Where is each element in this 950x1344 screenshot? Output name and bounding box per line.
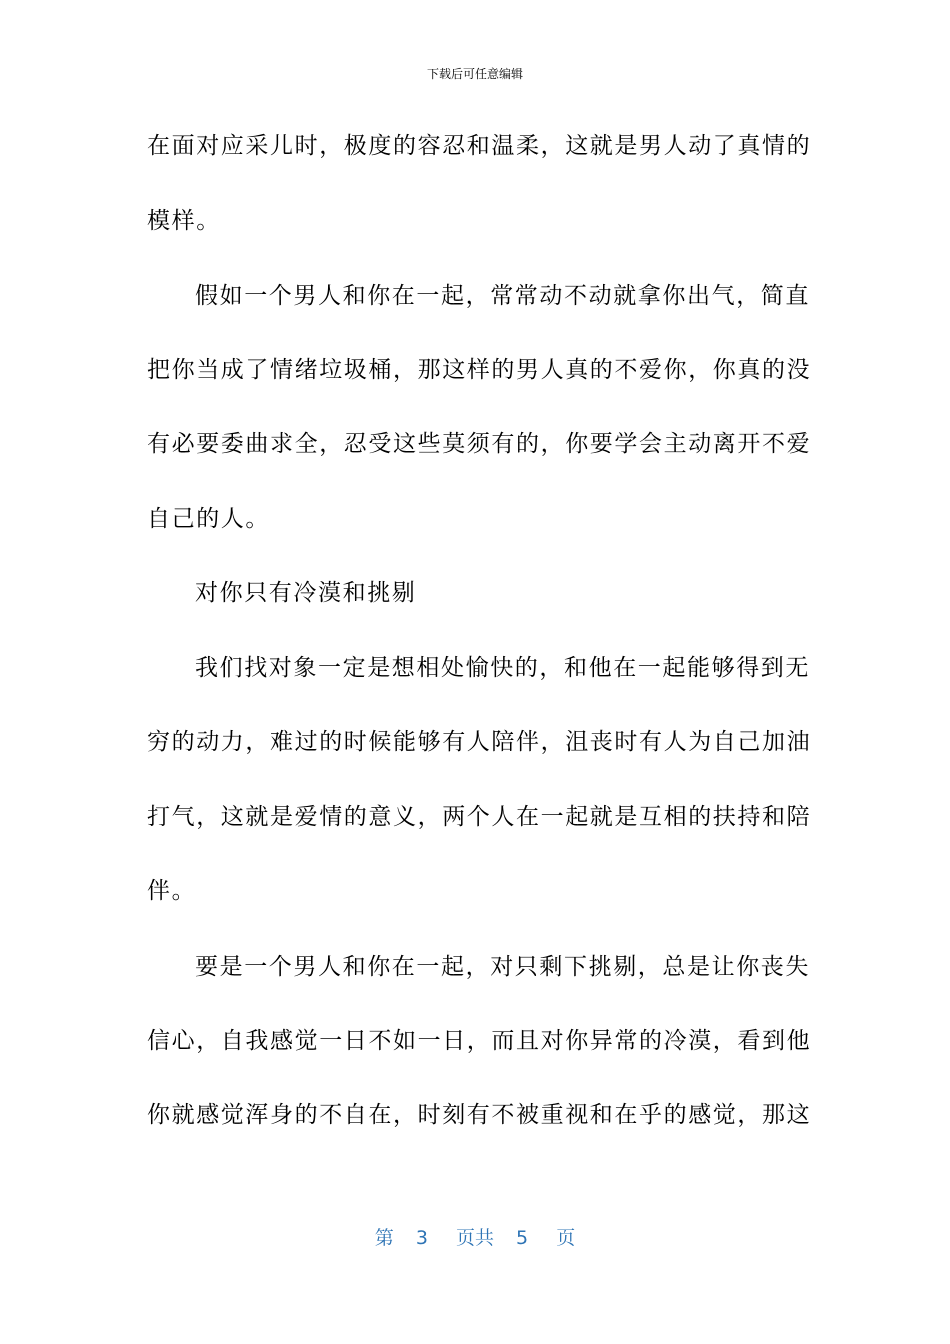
body-line: 打气，这就是爱情的意义，两个人在一起就是互相的扶持和陪 [147, 804, 812, 830]
page-header-note: 下载后可任意编辑 [426, 67, 523, 81]
section-heading: 对你只有冷漠和挑剔 [195, 580, 417, 606]
footer-suffix: 页 [556, 1227, 576, 1249]
body-line: 信心，自我感觉一日不如一日，而且对你异常的冷漠，看到他 [147, 1028, 812, 1054]
body-line: 有必要委曲求全，忍受这些莫须有的，你要学会主动离开不爱 [147, 431, 812, 457]
footer-prefix: 第 [374, 1227, 394, 1249]
body-line: 模样。 [147, 208, 221, 234]
footer-total-pages: 5 [516, 1227, 529, 1249]
body-line: 自己的人。 [147, 506, 270, 532]
body-line: 要是一个男人和你在一起，对只剩下挑剔，总是让你丧失 [195, 954, 810, 980]
body-line: 穷的动力，难过的时候能够有人陪伴，沮丧时有人为自己加油 [147, 729, 812, 755]
body-line: 你就感觉浑身的不自在，时刻有不被重视和在乎的感觉，那这 [147, 1102, 812, 1128]
footer-current-page: 3 [415, 1227, 428, 1249]
body-line: 我们找对象一定是想相处愉快的，和他在一起能够得到无 [195, 655, 810, 681]
body-line: 假如一个男人和你在一起，常常动不动就拿你出气，简直 [195, 283, 810, 309]
body-line: 把你当成了情绪垃圾桶，那这样的男人真的不爱你，你真的没 [147, 357, 812, 383]
page-footer [0, 1226, 950, 1250]
body-line: 在面对应采儿时，极度的容忍和温柔，这就是男人动了真情的 [147, 133, 812, 159]
footer-middle: 页共 [455, 1227, 494, 1249]
body-line: 伴。 [147, 878, 197, 904]
